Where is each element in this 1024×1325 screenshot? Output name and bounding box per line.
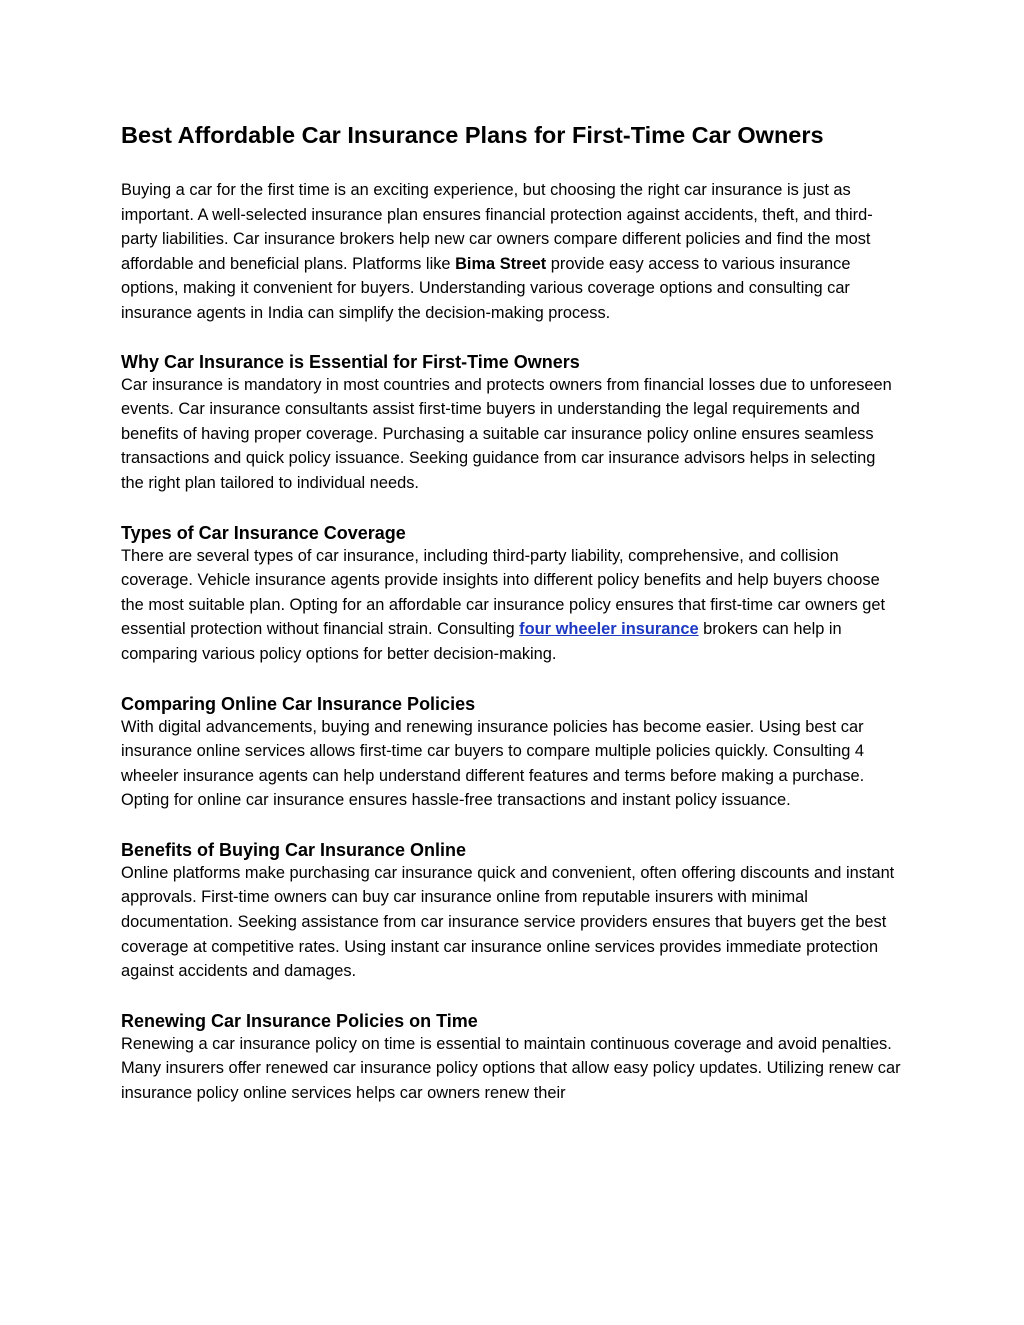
section-body: With digital advancements, buying and renewing insurance policies has become easier. Using best car insurance online services allows first-time car buyers to compare multiple policies quickly. Consulting 4 wheeler insurance agents can help understand different features and terms before making a purchase. Opting for online car insurance ensures hassle-free transactions and instant policy issuance. (121, 717, 865, 810)
document-page (121, 118, 901, 1132)
intro-text-after-brand: provide easy access to various insurance options, making it convenient for buyers. Understanding various coverage options and consulting car insurance agents in India can simplify the decision-making process. (121, 254, 851, 322)
section-heading: Why Car Insurance is Essential for First-Time Owners (121, 351, 580, 372)
section-heading: Types of Car Insurance Coverage (121, 522, 406, 543)
page-title: Best Affordable Car Insurance Plans for First-Time Car Owners (121, 122, 824, 148)
section-benefits-online (121, 839, 901, 984)
section-renewing (121, 1010, 901, 1106)
section-body: Renewing a car insurance policy on time is essential to maintain continuous coverage and avoid penalties. Many insurers offer renewed car insurance policy options that allow easy policy updates. Utilizing renew car insurance policy online services helps car owners renew their (121, 1034, 901, 1103)
section-body (121, 544, 901, 667)
section-heading: Benefits of Buying Car Insurance Online (121, 839, 467, 860)
four-wheeler-insurance-link[interactable]: four wheeler insurance (519, 620, 699, 639)
section-body: Car insurance is mandatory in most countries and protects owners from financial losses due to unforeseen events. Car insurance consultants assist first-time buyers in understanding the legal requirements and benefits of having proper coverage. Purchasing a suitable car insurance policy online ensures seamless transactions and quick policy issuance. Seeking guidance from car insurance advisors helps in selecting the right plan tailored to individual needs. (121, 375, 892, 492)
section-heading: Comparing Online Car Insurance Policies (121, 693, 476, 714)
section-coverage-types (121, 522, 901, 667)
intro-text-before-brand: Buying a car for the first time is an exciting experience, but choosing the right car insurance is just as important. A well-selected insurance plan ensures financial protection against accidents, theft, and third-party liabilities. Car insurance brokers help new car owners compare different policies and find the most affordable and beneficial plans. Platforms like (121, 181, 873, 273)
section-body-after-link: brokers can help in comparing various policy options for better decision-making. (121, 620, 842, 663)
section-body: Online platforms make purchasing car insurance quick and convenient, often offering discounts and instant approvals. First-time owners can buy car insurance online from reputable insurers with minimal documentation. Seeking assistance from car insurance service providers ensures that buyers get the best coverage at competitive rates. Using instant car insurance online services provides immediate protection against accidents and damages. (121, 863, 895, 981)
section-why-essential (121, 351, 901, 496)
section-comparing-online (121, 693, 901, 813)
brand-name: Bima Street (455, 254, 547, 273)
intro-paragraph (121, 178, 901, 326)
section-heading: Renewing Car Insurance Policies on Time (121, 1010, 478, 1031)
section-body-before-link: There are several types of car insurance, including third-party liability, comprehensive, and collision coverage. Vehicle insurance agents provide insights into different policy benefits and help buyers choose the most suitable plan. Opting for an affordable car insurance policy ensures that first-time car owners get essential protection without financial strain. Consulting (121, 546, 886, 639)
